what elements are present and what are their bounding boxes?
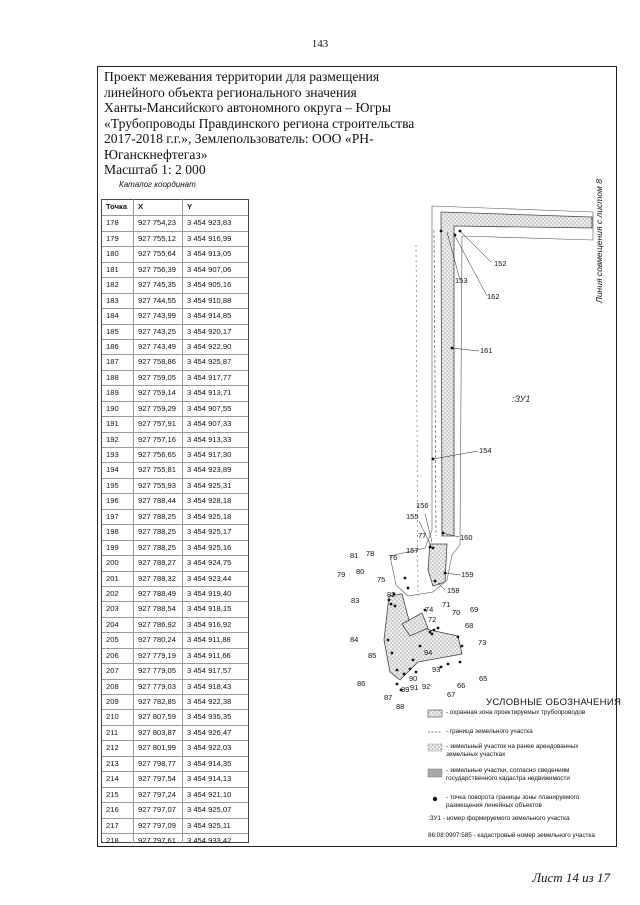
x-cell: 927 797,24	[138, 789, 177, 799]
title-line: Ханты-Мансийского автономного округа – Югры	[104, 100, 391, 115]
y-cell: 3 454 918,15	[187, 604, 232, 614]
x-cell: 927 807,59	[138, 712, 177, 722]
x-cell: 927 803,87	[138, 727, 177, 737]
x-cell: 927 779,03	[138, 681, 177, 691]
point-label: 75	[377, 575, 386, 584]
point-label: 94	[424, 648, 433, 657]
parcel-label: :ЗУ1	[512, 394, 531, 404]
page-number: 143	[311, 38, 329, 50]
point-cell: 186	[106, 341, 119, 351]
point-cell: 203	[106, 604, 119, 614]
x-cell: 927 797,61	[138, 835, 177, 845]
point-cell: 192	[106, 434, 119, 444]
point-label: 72	[428, 615, 437, 624]
x-cell: 927 743,25	[138, 326, 177, 336]
point-cell: 199	[106, 542, 119, 552]
point-cell: 198	[106, 527, 119, 537]
point-cell: 214	[106, 774, 119, 784]
protection-zone	[428, 544, 447, 586]
y-cell: 3 454 926,47	[187, 727, 232, 737]
point-label: 162	[487, 292, 500, 301]
y-cell: 3 454 925,87	[187, 357, 232, 367]
point-label: 91	[410, 683, 419, 692]
dashed-boundary	[416, 245, 418, 596]
y-cell: 3 454 917,77	[187, 372, 232, 382]
y-cell: 3 454 905,16	[187, 280, 232, 290]
point-cell: 206	[106, 650, 119, 660]
point-label: 82	[387, 590, 396, 599]
point-cell: 190	[106, 403, 119, 413]
y-cell: 3 454 917,30	[187, 450, 232, 459]
y-cell: 3 454 928,18	[187, 496, 232, 506]
y-cell: 3 454 907,33	[187, 419, 232, 429]
x-cell: 927 755,93	[138, 480, 177, 490]
y-cell: 3 454 913,05	[187, 249, 232, 259]
x-cell: 927 797,54	[138, 774, 177, 784]
x-cell: 927 745,35	[138, 280, 177, 290]
y-cell: 3 454 916,99	[187, 233, 232, 243]
point-label: 87	[384, 693, 393, 702]
point-cell: 218	[106, 835, 119, 845]
x-cell: 927 788,27	[138, 558, 177, 568]
y-cell: 3 454 913,71	[187, 388, 232, 398]
point-label: 74	[425, 605, 434, 614]
x-cell: 927 779,19	[138, 650, 177, 660]
point-label: 65	[479, 674, 488, 683]
y-cell: 3 454 917,57	[187, 666, 232, 676]
y-cell: 3 454 913,33	[187, 434, 232, 444]
point-cell: 210	[106, 712, 119, 722]
sheet-join-line-label: Линия совмещения с листом 8	[594, 179, 604, 303]
x-cell: 927 757,16	[138, 434, 177, 444]
point-cell: 201	[106, 573, 119, 583]
point-label: 69	[470, 605, 479, 614]
point-label: 67	[447, 690, 456, 699]
y-cell: 3 454 921,10	[187, 789, 232, 799]
point-label: 70	[452, 608, 461, 617]
y-cell: 3 454 914,85	[187, 311, 232, 321]
point-label: 73	[478, 638, 487, 647]
x-cell: 927 788,25	[138, 511, 177, 521]
point-cell: 194	[106, 465, 119, 475]
x-cell: 927 797,07	[138, 805, 177, 815]
point-cell: 213	[106, 758, 119, 768]
x-cell: 927 788,25	[138, 527, 177, 537]
y-cell: 3 454 923,83	[187, 218, 232, 228]
point-label: 158	[447, 586, 460, 595]
point-label: 154	[479, 446, 492, 455]
header-x: X	[138, 202, 144, 211]
point-cell: 181	[106, 264, 119, 274]
point-cell: 195	[106, 480, 119, 490]
point-cell: 193	[106, 450, 119, 459]
point-label: 93	[432, 665, 441, 674]
point-label: 155	[406, 512, 419, 521]
y-cell: 3 454 911,88	[187, 635, 231, 645]
y-cell: 3 454 925,17	[187, 527, 232, 537]
point-cell: 178	[106, 218, 119, 228]
point-label: 80	[356, 567, 365, 576]
point-label: 90	[409, 674, 418, 683]
x-cell: 927 788,44	[138, 496, 177, 506]
point-cell: 183	[106, 295, 119, 305]
y-cell: 3 454 925,07	[187, 805, 232, 815]
point-cell: 189	[106, 388, 119, 398]
point-label: 88	[396, 702, 405, 711]
y-cell: 3 454 910,88	[187, 295, 232, 305]
x-cell: 927 788,49	[138, 588, 177, 598]
y-cell: 3 454 925,11	[187, 820, 231, 830]
point-cell: 202	[106, 588, 119, 598]
x-cell: 927 759,29	[138, 403, 177, 413]
x-cell: 927 757,91	[138, 419, 177, 429]
point-cell: 209	[106, 697, 119, 706]
point-cell: 211	[106, 727, 119, 737]
catalog-label: Каталог координат	[119, 180, 196, 189]
point-cell: 207	[106, 666, 119, 676]
point-cell: 184	[106, 311, 119, 321]
title-line: линейного объекта регионального значения	[104, 84, 357, 100]
x-cell: 927 758,86	[138, 357, 177, 367]
point-label: 86	[357, 679, 366, 688]
point-label: 153	[455, 276, 468, 285]
point-cell: 180	[106, 249, 119, 259]
x-cell: 927 759,05	[138, 372, 177, 382]
x-cell: 927 743,99	[138, 311, 177, 321]
x-cell: 927 779,05	[138, 666, 177, 676]
point-cell: 205	[106, 635, 119, 645]
y-cell: 3 454 918,43	[187, 681, 232, 691]
point-label: 84	[350, 635, 359, 644]
y-cell: 3 454 924,75	[187, 558, 232, 568]
y-cell: 3 454 916,92	[187, 619, 232, 629]
point-label: 152	[494, 259, 507, 268]
title-line: 2017-2018 г.г.», Землепользователь: ООО «РН-	[104, 131, 374, 146]
point-label: 79	[337, 570, 346, 579]
title-line: Проект межевания территории для размещения	[104, 69, 380, 84]
point-cell: 204	[106, 619, 119, 629]
point-label: 68	[465, 621, 474, 630]
point-label: 89	[401, 685, 410, 694]
point-cell: 196	[106, 496, 119, 506]
x-cell: 927 755,81	[138, 465, 177, 475]
point-label: 85	[368, 651, 377, 660]
point-cell: 187	[106, 357, 119, 367]
point-label: 156	[416, 501, 429, 510]
point-label: 77	[418, 531, 427, 540]
protection-zone	[441, 212, 592, 536]
x-cell: 927 797,09	[138, 820, 177, 830]
y-cell: 3 454 923,44	[187, 573, 232, 583]
point-cell: 185	[106, 326, 119, 336]
x-cell: 927 754,23	[138, 218, 177, 228]
point-cell: 212	[106, 743, 119, 753]
y-cell: 3 454 907,06	[187, 264, 232, 274]
y-cell: 3 454 922,03	[187, 743, 232, 753]
point-cell: 191	[106, 419, 119, 429]
point-label: 160	[460, 533, 473, 542]
x-cell: 927 786,92	[138, 619, 177, 629]
point-cell: 215	[106, 789, 119, 799]
point-cell: 200	[106, 558, 119, 568]
x-cell: 927 782,85	[138, 697, 177, 706]
x-cell: 927 759,14	[138, 388, 177, 398]
point-label: 71	[442, 600, 451, 609]
point-cell: 197	[106, 511, 119, 521]
point-label: 81	[350, 551, 359, 560]
y-cell: 3 454 923,89	[187, 465, 232, 475]
x-cell: 927 801,99	[138, 743, 177, 753]
y-cell: 3 454 935,35	[187, 712, 232, 722]
y-cell: 3 454 925,16	[187, 542, 232, 552]
y-cell: 3 454 911,66	[187, 650, 231, 660]
x-cell: 927 755,64	[138, 249, 177, 259]
scale-label: Масштаб 1: 2 000	[104, 162, 206, 177]
x-cell: 927 788,54	[138, 604, 177, 614]
header-y: Y	[187, 202, 193, 211]
point-label: 161	[480, 346, 493, 355]
y-cell: 3 454 907,55	[187, 403, 232, 413]
y-cell: 3 454 919,40	[187, 588, 232, 598]
point-label: 78	[366, 549, 375, 558]
title-line: Юганскнефтегаз»	[104, 146, 208, 162]
x-cell: 927 756,65	[138, 450, 177, 459]
y-cell: 3 454 925,31	[187, 480, 232, 490]
dashed-boundary	[434, 230, 436, 536]
y-cell: 3 454 933,42	[187, 835, 232, 845]
sheet-footer: Лист 14 из 17	[532, 870, 610, 885]
legend-title: УСЛОВНЫЕ ОБОЗНАЧЕНИЯ	[486, 697, 622, 708]
point-label: 159	[461, 570, 474, 579]
point-label: 76	[389, 553, 398, 562]
y-cell: 3 454 914,13	[187, 774, 232, 784]
point-cell: 182	[106, 280, 119, 290]
y-cell: 3 454 920,17	[187, 326, 232, 336]
y-cell: 3 454 922,38	[187, 697, 232, 706]
title-line: «Трубопроводы Правдинского региона строительства	[104, 115, 415, 131]
point-cell: 208	[106, 681, 119, 691]
y-cell: 3 454 925,18	[187, 511, 232, 521]
x-cell: 927 788,25	[138, 542, 177, 552]
x-cell: 927 756,39	[138, 264, 177, 274]
point-cell: 216	[106, 805, 119, 815]
x-cell: 927 755,12	[138, 233, 177, 243]
y-cell: 3 454 914,35	[187, 758, 232, 768]
point-cell: 188	[106, 372, 119, 382]
x-cell: 927 798,77	[138, 758, 177, 768]
y-cell: 3 454 922,90	[187, 341, 232, 351]
x-cell: 927 743,49	[138, 341, 177, 351]
point-label: 83	[351, 596, 360, 605]
point-label: 66	[457, 681, 466, 690]
point-label: 157	[406, 546, 419, 555]
x-cell: 927 744,55	[138, 295, 177, 305]
point-cell: 217	[106, 820, 119, 830]
header-point: Точка	[106, 202, 128, 211]
legend-swatches	[428, 710, 442, 801]
point-cell: 179	[106, 233, 119, 243]
x-cell: 927 780,24	[138, 635, 177, 645]
x-cell: 927 788,32	[138, 573, 177, 583]
point-label: 92	[422, 682, 431, 691]
